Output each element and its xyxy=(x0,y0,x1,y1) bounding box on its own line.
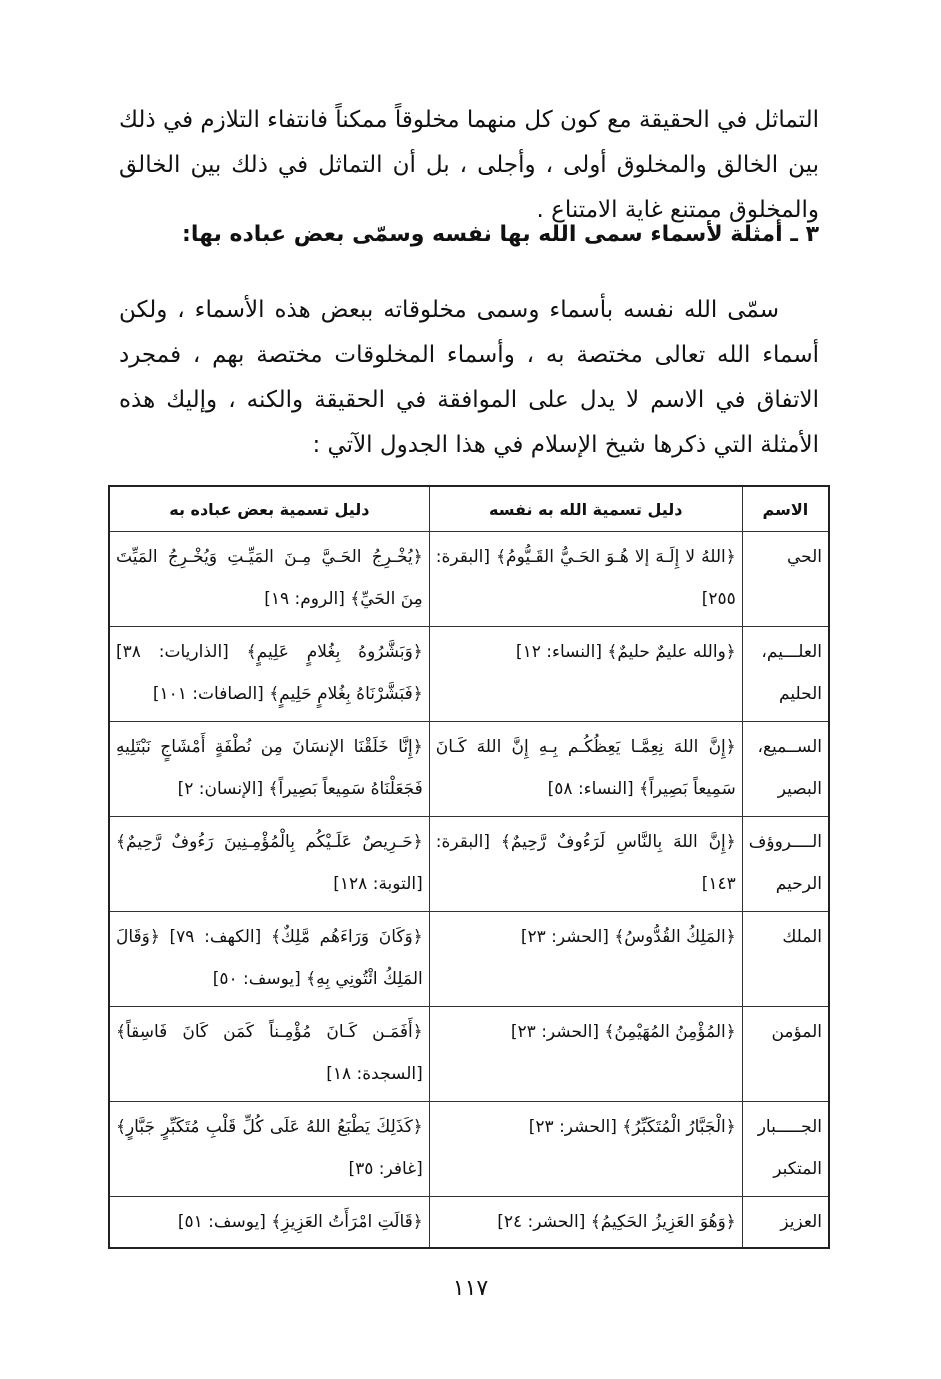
table-row xyxy=(109,1102,829,1197)
cell-name: العلـــيم، الحليم xyxy=(742,627,829,722)
cell-self-evidence: ﴿اللهُ لا إِلَـهَ إلا هُـوَ الحَـيُّ القَـيُّومُ﴾ [البقرة: ٢٥٥] xyxy=(429,532,742,627)
cell-others-evidence: ﴿كَذَلِكَ يَطْبَعُ اللهُ عَلَى كُلِّ قَلْبِ مُتَكَبِّرٍ جَبَّارٍ﴾ [غافر: ٣٥] xyxy=(109,1102,429,1197)
cell-others-evidence: ﴿قَالَتِ امْرَأَتُ العَزِيزِ﴾ [يوسف: ٥١] xyxy=(109,1197,429,1249)
cell-name: الســميع، البصير xyxy=(742,722,829,817)
table-row xyxy=(109,817,829,912)
cell-self-evidence: ﴿الْجَبَّارُ الْمُتَكَبِّرُ﴾ [الحشر: ٢٣] xyxy=(429,1102,742,1197)
cell-self-evidence: ﴿إِنَّ اللهَ بِالنَّاسِ لَرَءُوفٌ رَّحِيمٌ﴾ [البقرة: ١٤٣] xyxy=(429,817,742,912)
names-table xyxy=(108,485,830,1249)
cell-name: المؤمن xyxy=(742,1007,829,1102)
table-row xyxy=(109,532,829,627)
paragraph-explanation: سمّى الله نفسه بأسماء وسمى مخلوقاته ببعض هذه الأسماء ، ولكن أسماء الله تعالى مختصة به ، وأسماء المخلوقات مختصة بهم ، فمجرد الاتفاق في الاسم لا يدل على الموافقة في الحقيقة والكنه ، وإليك هذه الأمثلة التي ذكرها شيخ الإسلام في هذا الجدول الآتي : xyxy=(119,297,819,458)
table-row xyxy=(109,722,829,817)
section-heading: ٣ ـ أمثلة لأسماء سمى الله بها نفسه وسمّى بعض عباده بها: xyxy=(182,222,819,247)
table-row xyxy=(109,1007,829,1102)
table-row xyxy=(109,912,829,1007)
cell-self-evidence: ﴿المَلِكُ القُدُّوسُ﴾ [الحشر: ٢٣] xyxy=(429,912,742,1007)
page-number: ١١٧ xyxy=(452,1276,489,1301)
cell-name: الحي xyxy=(742,532,829,627)
cell-others-evidence: ﴿إِنَّا خَلَقْنَا الإنسَانَ مِن نُطْفَةٍ أَمْشَاجٍ نَبْتَلِيهِ فَجَعَلْنَاهُ سَمِيعاً بَصِيراً﴾ [الإنسان: ٢] xyxy=(109,722,429,817)
header-name: الاسم xyxy=(742,486,829,532)
cell-others-evidence: ﴿وَكَانَ وَرَاءَهُم مَّلِكٌ﴾ [الكهف: ٧٩] ﴿وَقَالَ المَلِكُ ائْتُونِي بِهِ﴾ [يوسف: ٥٠] xyxy=(109,912,429,1007)
cell-others-evidence: ﴿يُخْـرِجُ الحَـيَّ مِـنَ المَيِّـتِ وَيُخْـرِجُ المَيِّتَ مِنَ الحَيِّ﴾ [الروم: ١٩] xyxy=(109,532,429,627)
cell-name: الجـــــبار المتكبر xyxy=(742,1102,829,1197)
header-others-evidence: دليل تسمية بعض عباده به xyxy=(109,486,429,532)
table-header-row xyxy=(109,486,829,532)
cell-name: العزيز xyxy=(742,1197,829,1249)
cell-self-evidence: ﴿والله عليمٌ حليمٌ﴾ [النساء: ١٢] xyxy=(429,627,742,722)
cell-name: الــــروؤف الرحيم xyxy=(742,817,829,912)
header-self-evidence: دليل تسمية الله به نفسه xyxy=(429,486,742,532)
cell-self-evidence: ﴿إِنَّ اللهَ نِعِمَّـا يَعِظُكُـم بِـهِ إِنَّ اللهَ كَـانَ سَمِيعاً بَصِيراً﴾ [النساء: ٥٨] xyxy=(429,722,742,817)
cell-others-evidence: ﴿وَبَشَّرُوهُ بِغُلامٍ عَلِيمٍ﴾ [الذاريات: ٣٨] ﴿فَبَشَّرْنَاهُ بِغُلامٍ حَلِيمٍ﴾ [الصافات: ١٠١] xyxy=(109,627,429,722)
cell-self-evidence: ﴿وَهُوَ العَزِيزُ الحَكِيمُ﴾ [الحشر: ٢٤] xyxy=(429,1197,742,1249)
cell-others-evidence: ﴿أَفَمَـن كَـانَ مُؤْمِـناً كَمَن كَانَ فَاسِقاً﴾ [السجدة: ١٨] xyxy=(109,1007,429,1102)
cell-others-evidence: ﴿حَـرِيصٌ عَلَـيْكُم بِالْمُؤْمِـنِينَ رَءُوفٌ رَّحِيمٌ﴾ [التوبة: ١٢٨] xyxy=(109,817,429,912)
table-row xyxy=(109,627,829,722)
table-row xyxy=(109,1197,829,1249)
cell-name: الملك xyxy=(742,912,829,1007)
paragraph-intro: التماثل في الحقيقة مع كون كل منهما مخلوقاً ممكناً فانتفاء التلازم في ذلك بين الخالق والمخلوق أولى ، وأجلى ، بل أن التماثل في ذلك بين الخالق والمخلوق ممتنع غاية الامتناع . xyxy=(119,107,819,223)
cell-self-evidence: ﴿المُؤْمِنُ المُهَيْمِنُ﴾ [الحشر: ٢٣] xyxy=(429,1007,742,1102)
